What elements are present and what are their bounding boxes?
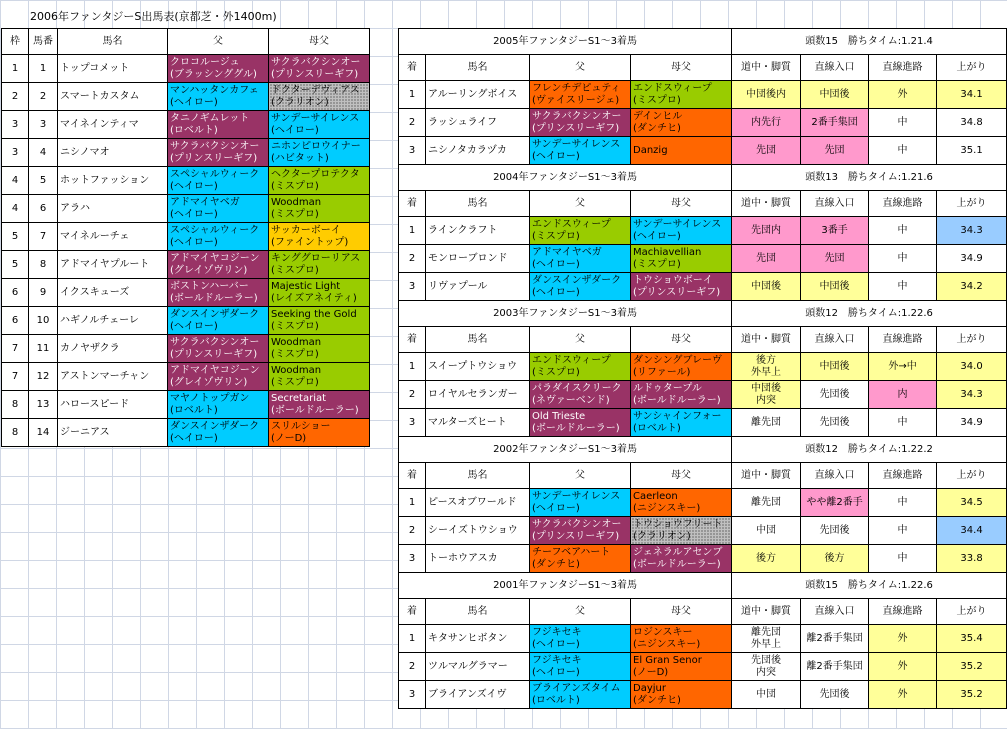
results-header-cell[interactable]: 上がり <box>937 191 1007 217</box>
waku-cell[interactable]: 6 <box>2 307 29 335</box>
finish-position-cell[interactable]: 2 <box>399 109 426 137</box>
last-3f-cell[interactable]: 34.9 <box>937 245 1007 273</box>
running-style-cell[interactable]: 中団後内 <box>732 81 801 109</box>
stretch-entry-cell[interactable]: 中団後 <box>801 273 869 301</box>
sire-cell[interactable]: Old Trieste (ボールドルーラー) <box>530 409 631 437</box>
stretch-course-cell[interactable]: 中 <box>869 245 937 273</box>
entry-row <box>2 391 370 419</box>
stretch-entry-cell[interactable]: 離2番手集団 <box>801 653 869 681</box>
year-section-info[interactable]: 頭数13 勝ちタイム:1.21.6 <box>732 165 1007 191</box>
last-3f-cell[interactable]: 35.1 <box>937 137 1007 165</box>
dam-sire-cell[interactable]: Woodman (ミスプロ) <box>269 335 370 363</box>
results-header-cell[interactable]: 直線進路 <box>869 599 937 625</box>
entries-header-cell[interactable]: 馬番 <box>29 29 58 55</box>
waku-cell[interactable]: 7 <box>2 363 29 391</box>
sire-cell[interactable]: スペシャルウィーク (ヘイロー) <box>168 167 269 195</box>
stretch-course-cell[interactable]: 外 <box>869 81 937 109</box>
horse-number-cell[interactable]: 10 <box>29 307 58 335</box>
stretch-entry-cell[interactable]: 離2番手集団 <box>801 625 869 653</box>
stretch-course-cell[interactable]: 中 <box>869 409 937 437</box>
entry-row <box>2 223 370 251</box>
dam-sire-cell[interactable]: Secretariat (ボールドルーラー) <box>269 391 370 419</box>
result-row <box>399 681 1007 709</box>
year-section-info[interactable]: 頭数12 勝ちタイム:1.22.6 <box>732 301 1007 327</box>
year-section-title[interactable]: 2001年ファンタジーS1〜3着馬 <box>399 573 732 599</box>
finish-position-cell[interactable]: 1 <box>399 217 426 245</box>
dam-sire-cell[interactable]: ダンシングブレーヴ (リファール) <box>631 353 732 381</box>
entry-row <box>2 55 370 83</box>
waku-cell[interactable]: 7 <box>2 335 29 363</box>
results-header-cell[interactable]: 直線進路 <box>869 327 937 353</box>
results-header-cell[interactable]: 道中・脚質 <box>732 327 801 353</box>
dam-sire-cell[interactable]: ルドゥタープル (ボールドルーラー) <box>631 381 732 409</box>
sire-cell[interactable]: エンドスウィープ (ミスプロ) <box>530 353 631 381</box>
finish-position-cell[interactable]: 1 <box>399 625 426 653</box>
year-section-info[interactable]: 頭数15 勝ちタイム:1.22.6 <box>732 573 1007 599</box>
dam-sire-cell[interactable]: Woodman (ミスプロ) <box>269 363 370 391</box>
running-style-cell[interactable]: 先団後 内突 <box>732 653 801 681</box>
sire-cell[interactable]: チーフベアハート (ダンチヒ) <box>530 545 631 573</box>
year-section-title-row <box>399 301 1007 327</box>
entries-header-cell[interactable]: 枠 <box>2 29 29 55</box>
sheet-title: 2006年ファンタジーS出馬表(京都芝・外1400m) <box>30 10 277 23</box>
sire-cell[interactable]: エンドスウィープ (ミスプロ) <box>530 217 631 245</box>
results-header-cell[interactable]: 馬名 <box>426 55 530 81</box>
results-header-row <box>399 463 1007 489</box>
last-3f-cell[interactable]: 34.1 <box>937 81 1007 109</box>
sire-cell[interactable]: ブライアンズタイム (ロベルト) <box>530 681 631 709</box>
dam-sire-cell[interactable]: ニホンピロウイナー (ハビタット) <box>269 139 370 167</box>
dam-sire-cell[interactable]: Seeking the Gold (ミスプロ) <box>269 307 370 335</box>
running-style-cell[interactable]: 離先団 <box>732 409 801 437</box>
sire-cell[interactable]: フレンチデピュティ (ヴァイスリージェ) <box>530 81 631 109</box>
horse-number-cell[interactable]: 2 <box>29 83 58 111</box>
stretch-course-cell[interactable]: 中 <box>869 273 937 301</box>
sire-cell[interactable]: タニノギムレット (ロベルト) <box>168 111 269 139</box>
horse-name-cell[interactable]: ニシノタカラヅカ <box>426 137 530 165</box>
results-header-cell[interactable]: 馬名 <box>426 599 530 625</box>
results-header-cell[interactable]: 馬名 <box>426 191 530 217</box>
running-style-cell[interactable]: 先団 <box>732 245 801 273</box>
horse-number-cell[interactable]: 6 <box>29 195 58 223</box>
last-3f-cell[interactable]: 34.0 <box>937 353 1007 381</box>
dam-sire-cell[interactable]: Machiavellian (ミスプロ) <box>631 245 732 273</box>
dam-sire-cell[interactable]: ロジンスキー (ニジンスキー) <box>631 625 732 653</box>
result-row <box>399 137 1007 165</box>
horse-name-cell[interactable]: アルーリングボイス <box>426 81 530 109</box>
finish-position-cell[interactable]: 1 <box>399 81 426 109</box>
running-style-cell[interactable]: 先団内 <box>732 217 801 245</box>
running-style-cell[interactable]: 中団後 <box>732 273 801 301</box>
sire-cell[interactable]: ダンスインザダーク (ヘイロー) <box>168 307 269 335</box>
stretch-course-cell[interactable]: 中 <box>869 217 937 245</box>
results-header-cell[interactable]: 上がり <box>937 327 1007 353</box>
horse-name-cell[interactable]: ピースオブワールド <box>426 489 530 517</box>
sire-cell[interactable]: アドマイヤベガ (ヘイロー) <box>530 245 631 273</box>
sire-cell[interactable]: マヤノトップガン (ロベルト) <box>168 391 269 419</box>
results-header-cell[interactable]: 父 <box>530 327 631 353</box>
results-header-cell[interactable]: 直線入口 <box>801 191 869 217</box>
year-section-info[interactable]: 頭数12 勝ちタイム:1.22.2 <box>732 437 1007 463</box>
results-header-cell[interactable]: 着 <box>399 599 426 625</box>
horse-name-cell[interactable]: キタサンヒボタン <box>426 625 530 653</box>
stretch-entry-cell[interactable]: 後方 <box>801 545 869 573</box>
horse-name-cell[interactable]: ハロースピード <box>58 391 168 419</box>
finish-position-cell[interactable]: 3 <box>399 137 426 165</box>
finish-position-cell[interactable]: 2 <box>399 517 426 545</box>
stretch-course-cell[interactable]: 中 <box>869 545 937 573</box>
waku-cell[interactable]: 8 <box>2 391 29 419</box>
dam-sire-cell[interactable]: サンデーサイレンス (ヘイロー) <box>631 217 732 245</box>
stretch-entry-cell[interactable]: 先団後 <box>801 381 869 409</box>
horse-name-cell[interactable]: アドマイヤプルート <box>58 251 168 279</box>
finish-position-cell[interactable]: 3 <box>399 545 426 573</box>
results-header-row <box>399 55 1007 81</box>
horse-number-cell[interactable]: 5 <box>29 167 58 195</box>
results-header-cell[interactable]: 父 <box>530 599 631 625</box>
finish-position-cell[interactable]: 3 <box>399 409 426 437</box>
results-header-cell[interactable]: 道中・脚質 <box>732 463 801 489</box>
sire-cell[interactable]: ボストンハーバー (ボールドルーラー) <box>168 279 269 307</box>
results-header-cell[interactable]: 直線入口 <box>801 327 869 353</box>
results-table <box>398 28 1007 709</box>
horse-number-cell[interactable]: 3 <box>29 111 58 139</box>
last-3f-cell[interactable]: 34.3 <box>937 381 1007 409</box>
results-header-cell[interactable]: 母父 <box>631 55 732 81</box>
results-header-row <box>399 327 1007 353</box>
results-header-cell[interactable]: 上がり <box>937 599 1007 625</box>
result-row <box>399 545 1007 573</box>
horse-name-cell[interactable]: トーホウアスカ <box>426 545 530 573</box>
running-style-cell[interactable]: 離先団 <box>732 489 801 517</box>
sire-cell[interactable]: パラダイスクリーク (ネヴァーベンド) <box>530 381 631 409</box>
dam-sire-cell[interactable]: ジェネラルアセンブ (ボールドルーラー) <box>631 545 732 573</box>
results-header-row <box>399 599 1007 625</box>
result-row <box>399 353 1007 381</box>
last-3f-cell[interactable]: 34.8 <box>937 109 1007 137</box>
horse-name-cell[interactable]: マイネインティマ <box>58 111 168 139</box>
finish-position-cell[interactable]: 2 <box>399 245 426 273</box>
horse-name-cell[interactable]: ツルマルグラマー <box>426 653 530 681</box>
year-section-title[interactable]: 2004年ファンタジーS1〜3着馬 <box>399 165 732 191</box>
results-header-cell[interactable]: 母父 <box>631 463 732 489</box>
stretch-entry-cell[interactable]: 先団後 <box>801 681 869 709</box>
last-3f-cell[interactable]: 35.2 <box>937 681 1007 709</box>
year-section-title[interactable]: 2002年ファンタジーS1〜3着馬 <box>399 437 732 463</box>
entries-header-cell[interactable]: 母父 <box>269 29 370 55</box>
horse-name-cell[interactable]: シーイズトウショウ <box>426 517 530 545</box>
sire-cell[interactable]: アドマイヤコジーン (グレイゾヴリン) <box>168 251 269 279</box>
running-style-cell[interactable]: 後方 <box>732 545 801 573</box>
horse-number-cell[interactable]: 13 <box>29 391 58 419</box>
result-row <box>399 489 1007 517</box>
last-3f-cell[interactable]: 35.2 <box>937 653 1007 681</box>
stretch-entry-cell[interactable]: 先団 <box>801 137 869 165</box>
entry-row <box>2 363 370 391</box>
sire-cell[interactable]: ダンスインザダーク (ヘイロー) <box>530 273 631 301</box>
stretch-course-cell[interactable]: 外 <box>869 681 937 709</box>
year-section-info[interactable]: 頭数15 勝ちタイム:1.21.4 <box>732 29 1007 55</box>
results-header-cell[interactable]: 直線入口 <box>801 463 869 489</box>
last-3f-cell[interactable]: 34.5 <box>937 489 1007 517</box>
dam-sire-cell[interactable]: ドクターデヴィアス (クラリオン) <box>269 83 370 111</box>
entry-row <box>2 195 370 223</box>
dam-sire-cell[interactable]: デインヒル (ダンチヒ) <box>631 109 732 137</box>
dam-sire-cell[interactable]: サンシャインフォー (ロベルト) <box>631 409 732 437</box>
stretch-course-cell[interactable]: 中 <box>869 517 937 545</box>
entries-header-row <box>2 29 370 55</box>
dam-sire-cell[interactable]: El Gran Senor (ノーD) <box>631 653 732 681</box>
stretch-entry-cell[interactable]: 先団 <box>801 245 869 273</box>
horse-name-cell[interactable]: イクスキューズ <box>58 279 168 307</box>
dam-sire-cell[interactable]: スリルショー (ノーD) <box>269 419 370 447</box>
entries-table <box>1 28 370 447</box>
dam-sire-cell[interactable]: ヘクタープロテクタ (ミスプロ) <box>269 167 370 195</box>
entry-row <box>2 167 370 195</box>
waku-cell[interactable]: 8 <box>2 419 29 447</box>
result-row <box>399 653 1007 681</box>
entry-row <box>2 419 370 447</box>
results-header-cell[interactable]: 馬名 <box>426 463 530 489</box>
horse-name-cell[interactable]: マルターズヒート <box>426 409 530 437</box>
horse-name-cell[interactable]: カノヤザクラ <box>58 335 168 363</box>
stretch-course-cell[interactable]: 外 <box>869 625 937 653</box>
result-row <box>399 273 1007 301</box>
horse-name-cell[interactable]: スマートカスタム <box>58 83 168 111</box>
entry-row <box>2 279 370 307</box>
horse-name-cell[interactable]: トップコメット <box>58 55 168 83</box>
result-row <box>399 245 1007 273</box>
horse-name-cell[interactable]: マイネルーチェ <box>58 223 168 251</box>
horse-name-cell[interactable]: ブライアンズイヴ <box>426 681 530 709</box>
year-section-title-row <box>399 29 1007 55</box>
results-header-cell[interactable]: 上がり <box>937 463 1007 489</box>
sire-cell[interactable]: クロコルージュ (ブラッシンググル) <box>168 55 269 83</box>
stretch-entry-cell[interactable]: 先団後 <box>801 409 869 437</box>
sire-cell[interactable]: ダンスインザダーク (ヘイロー) <box>168 419 269 447</box>
results-header-cell[interactable]: 直線入口 <box>801 55 869 81</box>
waku-cell[interactable]: 1 <box>2 55 29 83</box>
result-row <box>399 109 1007 137</box>
stretch-course-cell[interactable]: 外→中 <box>869 353 937 381</box>
year-section-title-row <box>399 437 1007 463</box>
dam-sire-cell[interactable]: Dayjur (ダンチヒ) <box>631 681 732 709</box>
entries-header-cell[interactable]: 父 <box>168 29 269 55</box>
running-style-cell[interactable]: 後方 外早上 <box>732 353 801 381</box>
sire-cell[interactable]: アドマイヤベガ (ヘイロー) <box>168 195 269 223</box>
finish-position-cell[interactable]: 1 <box>399 353 426 381</box>
result-row <box>399 381 1007 409</box>
horse-name-cell[interactable]: リヴァプール <box>426 273 530 301</box>
horse-name-cell[interactable]: ラインクラフト <box>426 217 530 245</box>
dam-sire-cell[interactable]: Woodman (ミスプロ) <box>269 195 370 223</box>
sire-cell[interactable]: アドマイヤコジーン (グレイゾヴリン) <box>168 363 269 391</box>
results-header-cell[interactable]: 道中・脚質 <box>732 55 801 81</box>
entry-row <box>2 139 370 167</box>
horse-number-cell[interactable]: 1 <box>29 55 58 83</box>
horse-number-cell[interactable]: 11 <box>29 335 58 363</box>
running-style-cell[interactable]: 離先団 外早上 <box>732 625 801 653</box>
waku-cell[interactable]: 3 <box>2 111 29 139</box>
waku-cell[interactable]: 6 <box>2 279 29 307</box>
horse-name-cell[interactable]: ジーニアス <box>58 419 168 447</box>
horse-number-cell[interactable]: 9 <box>29 279 58 307</box>
stretch-course-cell[interactable]: 中 <box>869 489 937 517</box>
horse-name-cell[interactable]: モンローブロンド <box>426 245 530 273</box>
sire-cell[interactable]: サクラバクシンオー (プリンスリーギフ) <box>530 109 631 137</box>
stretch-entry-cell[interactable]: 中団後 <box>801 81 869 109</box>
entries-header-cell[interactable]: 馬名 <box>58 29 168 55</box>
running-style-cell[interactable]: 中団後 内突 <box>732 381 801 409</box>
waku-cell[interactable]: 4 <box>2 195 29 223</box>
stretch-course-cell[interactable]: 中 <box>869 109 937 137</box>
results-header-cell[interactable]: 道中・脚質 <box>732 599 801 625</box>
results-header-cell[interactable]: 父 <box>530 55 631 81</box>
running-style-cell[interactable]: 内先行 <box>732 109 801 137</box>
stretch-course-cell[interactable]: 外 <box>869 653 937 681</box>
horse-name-cell[interactable]: ラッシュライフ <box>426 109 530 137</box>
dam-sire-cell[interactable]: Caerleon (ニジンスキー) <box>631 489 732 517</box>
year-section-title-row <box>399 573 1007 599</box>
dam-sire-cell[interactable]: Danzig <box>631 137 732 165</box>
waku-cell[interactable]: 2 <box>2 83 29 111</box>
sire-cell[interactable]: スペシャルウィーク (ヘイロー) <box>168 223 269 251</box>
dam-sire-cell[interactable]: サクラバクシンオー (プリンスリーギフ) <box>269 55 370 83</box>
dam-sire-cell[interactable]: サッカーボーイ (ファイントップ) <box>269 223 370 251</box>
horse-name-cell[interactable]: ロイヤルセランガー <box>426 381 530 409</box>
sire-cell[interactable]: サンデーサイレンス (ヘイロー) <box>530 489 631 517</box>
stretch-entry-cell[interactable]: 中団後 <box>801 353 869 381</box>
results-header-cell[interactable]: 着 <box>399 463 426 489</box>
results-header-cell[interactable]: 母父 <box>631 191 732 217</box>
waku-cell[interactable]: 5 <box>2 223 29 251</box>
year-section-title[interactable]: 2003年ファンタジーS1〜3着馬 <box>399 301 732 327</box>
stretch-entry-cell[interactable]: 2番手集団 <box>801 109 869 137</box>
results-header-cell[interactable]: 着 <box>399 327 426 353</box>
horse-name-cell[interactable]: ハギノルチェーレ <box>58 307 168 335</box>
horse-number-cell[interactable]: 4 <box>29 139 58 167</box>
dam-sire-cell[interactable]: キンググローリアス (ミスプロ) <box>269 251 370 279</box>
results-header-cell[interactable]: 直線進路 <box>869 463 937 489</box>
finish-position-cell[interactable]: 3 <box>399 273 426 301</box>
results-header-cell[interactable]: 上がり <box>937 55 1007 81</box>
dam-sire-cell[interactable]: エンドスウィープ (ミスプロ) <box>631 81 732 109</box>
stretch-entry-cell[interactable]: やや離2番手 <box>801 489 869 517</box>
result-row <box>399 217 1007 245</box>
sire-cell[interactable]: マンハッタンカフェ (ヘイロー) <box>168 83 269 111</box>
waku-cell[interactable]: 4 <box>2 167 29 195</box>
results-header-cell[interactable]: 直線進路 <box>869 191 937 217</box>
finish-position-cell[interactable]: 2 <box>399 381 426 409</box>
results-header-cell[interactable]: 直線進路 <box>869 55 937 81</box>
last-3f-cell[interactable]: 34.3 <box>937 217 1007 245</box>
last-3f-cell[interactable]: 35.4 <box>937 625 1007 653</box>
sire-cell[interactable]: サクラバクシンオー (プリンスリーギフ) <box>168 335 269 363</box>
result-row <box>399 81 1007 109</box>
waku-cell[interactable]: 3 <box>2 139 29 167</box>
sire-cell[interactable]: フジキセキ (ヘイロー) <box>530 625 631 653</box>
result-row <box>399 409 1007 437</box>
stretch-course-cell[interactable]: 内 <box>869 381 937 409</box>
dam-sire-cell[interactable]: トウショウフリート (クラリオン) <box>631 517 732 545</box>
horse-number-cell[interactable]: 8 <box>29 251 58 279</box>
last-3f-cell[interactable]: 34.4 <box>937 517 1007 545</box>
sire-cell[interactable]: サクラバクシンオー (プリンスリーギフ) <box>168 139 269 167</box>
sire-cell[interactable]: サクラバクシンオー (プリンスリーギフ) <box>530 517 631 545</box>
running-style-cell[interactable]: 中団 <box>732 681 801 709</box>
entry-row <box>2 83 370 111</box>
results-header-cell[interactable]: 母父 <box>631 599 732 625</box>
horse-number-cell[interactable]: 14 <box>29 419 58 447</box>
last-3f-cell[interactable]: 33.8 <box>937 545 1007 573</box>
entry-row <box>2 307 370 335</box>
horse-number-cell[interactable]: 12 <box>29 363 58 391</box>
results-header-cell[interactable]: 直線入口 <box>801 599 869 625</box>
entry-row <box>2 111 370 139</box>
results-header-row <box>399 191 1007 217</box>
entry-row <box>2 251 370 279</box>
stretch-course-cell[interactable]: 中 <box>869 137 937 165</box>
year-section-title-row <box>399 165 1007 191</box>
dam-sire-cell[interactable]: Majestic Light (レイズアネイティ) <box>269 279 370 307</box>
results-header-cell[interactable]: 父 <box>530 191 631 217</box>
last-3f-cell[interactable]: 34.9 <box>937 409 1007 437</box>
last-3f-cell[interactable]: 34.2 <box>937 273 1007 301</box>
results-header-cell[interactable]: 母父 <box>631 327 732 353</box>
dam-sire-cell[interactable]: トウショウボーイ (プリンスリーギフ) <box>631 273 732 301</box>
horse-name-cell[interactable]: スイープトウショウ <box>426 353 530 381</box>
running-style-cell[interactable]: 先団 <box>732 137 801 165</box>
waku-cell[interactable]: 5 <box>2 251 29 279</box>
results-header-cell[interactable]: 馬名 <box>426 327 530 353</box>
horse-name-cell[interactable]: アストンマーチャン <box>58 363 168 391</box>
horse-name-cell[interactable]: ニシノマオ <box>58 139 168 167</box>
stretch-entry-cell[interactable]: 3番手 <box>801 217 869 245</box>
finish-position-cell[interactable]: 3 <box>399 681 426 709</box>
result-row <box>399 517 1007 545</box>
results-header-cell[interactable]: 父 <box>530 463 631 489</box>
result-row <box>399 625 1007 653</box>
horse-name-cell[interactable]: アラハ <box>58 195 168 223</box>
results-header-cell[interactable]: 道中・脚質 <box>732 191 801 217</box>
year-section-title[interactable]: 2005年ファンタジーS1〜3着馬 <box>399 29 732 55</box>
stretch-entry-cell[interactable]: 先団後 <box>801 517 869 545</box>
finish-position-cell[interactable]: 1 <box>399 489 426 517</box>
sire-cell[interactable]: サンデーサイレンス (ヘイロー) <box>530 137 631 165</box>
horse-number-cell[interactable]: 7 <box>29 223 58 251</box>
sire-cell[interactable]: フジキセキ (ヘイロー) <box>530 653 631 681</box>
entry-row <box>2 335 370 363</box>
finish-position-cell[interactable]: 2 <box>399 653 426 681</box>
horse-name-cell[interactable]: ホットファッション <box>58 167 168 195</box>
dam-sire-cell[interactable]: サンデーサイレンス (ヘイロー) <box>269 111 370 139</box>
running-style-cell[interactable]: 中団 <box>732 517 801 545</box>
results-header-cell[interactable]: 着 <box>399 55 426 81</box>
results-header-cell[interactable]: 着 <box>399 191 426 217</box>
